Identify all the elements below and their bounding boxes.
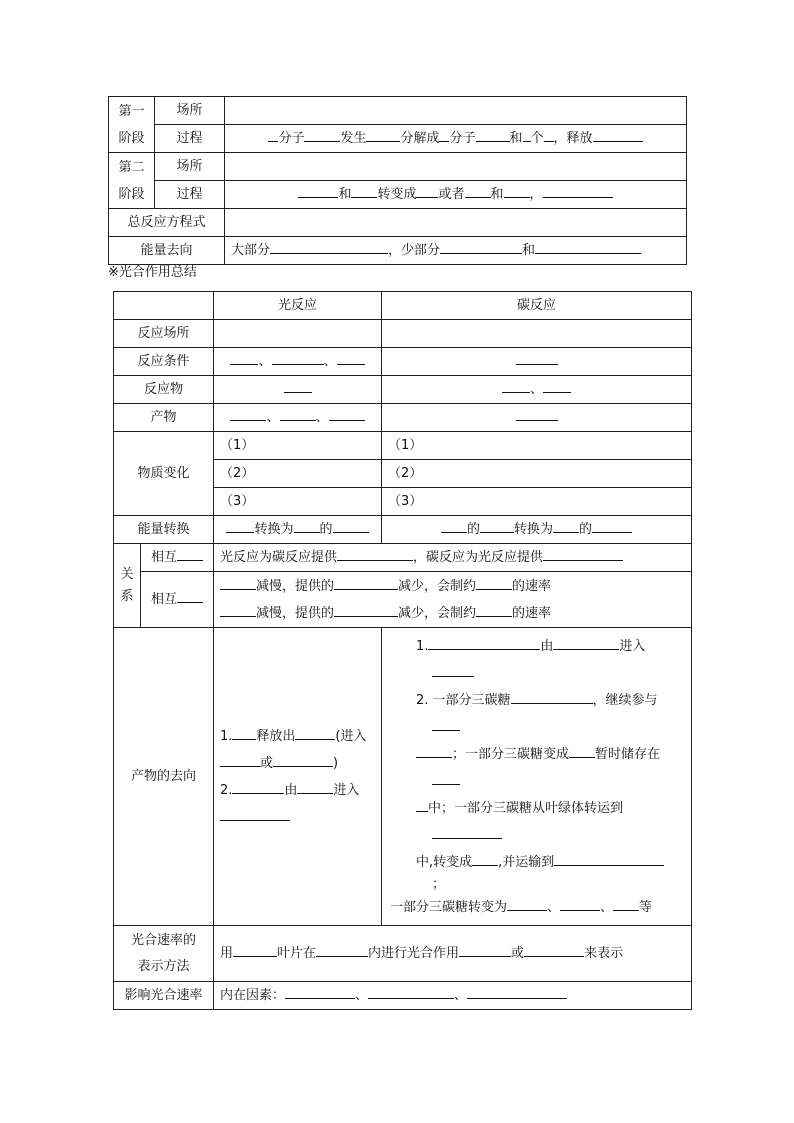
p: 减少，会制约	[398, 578, 477, 594]
energy-dark[interactable]	[382, 516, 692, 544]
stage2-label-b: 阶段	[118, 186, 145, 202]
stage1-site-label: 场所	[155, 97, 225, 125]
rate-method-a: 光合速率的	[130, 932, 196, 948]
conditions-light[interactable]	[214, 348, 382, 376]
reactants-dark[interactable]	[382, 376, 692, 404]
p: 转换为	[513, 522, 553, 537]
p: 中,转变成	[416, 854, 473, 870]
stage1-label	[109, 97, 155, 153]
p: 1.	[220, 728, 233, 744]
row-reactants: 反应物	[114, 376, 214, 404]
row-rate-method	[114, 926, 214, 982]
fate-dark-line-4b	[382, 822, 691, 849]
p: 或者	[438, 187, 465, 202]
photosynthesis-summary-table	[113, 291, 692, 1010]
relation-line-3	[220, 600, 685, 627]
sep: 、	[529, 382, 543, 397]
p: )	[333, 755, 339, 771]
p: 2. 一部分三碳糖	[416, 692, 511, 708]
p: 和	[490, 187, 504, 202]
p: 的	[319, 522, 333, 537]
p: 的	[466, 522, 480, 537]
conditions-dark[interactable]	[382, 348, 692, 376]
p: ,并运输到	[498, 854, 555, 870]
p: 相互	[150, 550, 177, 565]
p: 减少，会制约	[398, 605, 477, 621]
p: 转变成	[377, 187, 417, 202]
p: 内进行光合作用	[368, 946, 460, 961]
stage2-label-a: 第二	[118, 159, 145, 175]
stage1-site-value[interactable]	[225, 97, 687, 125]
fate-light[interactable]	[214, 628, 382, 926]
equation-value[interactable]	[225, 209, 687, 237]
row-energy-conv: 能量转换	[114, 516, 214, 544]
fate-dark-line-1	[382, 633, 691, 660]
stage1-label-b: 阶段	[118, 130, 145, 146]
p: 和	[522, 243, 536, 258]
p: 、	[547, 899, 561, 915]
relation-line-2	[220, 573, 685, 600]
fate-dark-line-5	[382, 849, 691, 876]
p: ，碳反应为光反应提供	[413, 550, 544, 565]
factors-value[interactable]	[214, 982, 692, 1010]
header-empty	[114, 292, 214, 320]
p: ；一部分三碳糖变成	[452, 746, 570, 762]
fate-light-line-1	[220, 723, 375, 750]
site-light[interactable]	[214, 320, 382, 348]
stage2-process-label: 过程	[155, 181, 225, 209]
sep: 、	[266, 410, 280, 425]
p: 或	[511, 946, 525, 961]
fate-dark-line-1b	[382, 660, 691, 687]
p: 由	[284, 782, 298, 798]
p: 释放出	[256, 728, 296, 744]
p: 进入	[619, 638, 646, 654]
p: 分子	[278, 131, 305, 146]
matter-dark-1[interactable]: （1）	[382, 432, 692, 460]
fate-dark-line-7	[382, 894, 691, 921]
p: 减慢，提供的	[256, 578, 335, 594]
row-matter-change: 物质变化	[114, 432, 214, 516]
p: ，少部分	[388, 243, 441, 258]
matter-dark-3[interactable]: （3）	[382, 488, 692, 516]
fate-dark-line-2	[382, 687, 691, 714]
matter-dark-2[interactable]: （2）	[382, 460, 692, 488]
row-site: 反应场所	[114, 320, 214, 348]
respiration-table	[108, 96, 687, 265]
p: 的速率	[512, 605, 552, 621]
p: 大部分	[231, 243, 271, 258]
p: 来表示	[584, 946, 624, 961]
reactants-light[interactable]	[214, 376, 382, 404]
stage2-label	[109, 153, 155, 209]
stage2-site-value[interactable]	[225, 153, 687, 181]
row-relation	[114, 544, 141, 628]
row-factors: 影响光合速率	[114, 982, 214, 1010]
p: 的速率	[512, 578, 552, 594]
stage1-label-a: 第一	[118, 103, 145, 119]
products-light[interactable]	[214, 404, 382, 432]
fate-light-line-3	[220, 777, 375, 804]
energy-label: 能量去向	[109, 237, 225, 265]
sep: 、	[323, 354, 337, 369]
p: 用	[220, 946, 234, 961]
p: 、	[600, 899, 614, 915]
matter-light-3[interactable]: （3）	[214, 488, 382, 516]
relation-char-2: 系	[120, 588, 134, 604]
p: 和	[509, 131, 523, 146]
equation-label: 总反应方程式	[109, 209, 225, 237]
p: 1.	[416, 638, 429, 654]
p: 个	[530, 131, 544, 146]
summary-note: ※光合作用总结	[108, 265, 197, 280]
p: 叶片在	[277, 946, 317, 961]
row-fate: 产物的去向	[114, 628, 214, 926]
site-dark[interactable]	[382, 320, 692, 348]
p: 进入	[333, 782, 360, 798]
p: 中；一部分三碳糖从叶绿体转运到	[428, 800, 624, 816]
p: 等	[639, 899, 653, 915]
matter-light-1[interactable]: （1）	[214, 432, 382, 460]
p: ，	[529, 187, 543, 202]
p: 、	[454, 988, 468, 1003]
sep: 、	[315, 410, 329, 425]
p: 内在因素：	[220, 988, 286, 1003]
p: (进入	[335, 728, 367, 744]
stage1-process-label: 过程	[155, 125, 225, 153]
fate-dark-line-3	[382, 741, 691, 768]
rate-method-b: 表示方法	[137, 958, 190, 974]
products-dark[interactable]	[382, 404, 692, 432]
p: 暂时储存在	[595, 746, 661, 762]
p: 或	[260, 755, 274, 771]
fate-dark-line-6: ；	[432, 876, 446, 892]
relation-char-1: 关	[120, 566, 134, 582]
p: 减慢，提供的	[256, 605, 335, 621]
energy-value[interactable]	[225, 237, 687, 265]
p: 发生	[340, 131, 367, 146]
sep: 、	[258, 354, 272, 369]
fate-dark-line-4	[382, 795, 691, 822]
fate-dark-line-2b	[382, 714, 691, 741]
stage2-site-label: 场所	[155, 153, 225, 181]
col-dark: 碳反应	[382, 292, 692, 320]
p: 分子	[449, 131, 476, 146]
col-light: 光反应	[214, 292, 382, 320]
p: 和	[338, 187, 352, 202]
row-conditions: 反应条件	[114, 348, 214, 376]
relation-lines-2[interactable]	[214, 572, 692, 628]
p: 由	[540, 638, 554, 654]
matter-light-2[interactable]: （2）	[214, 460, 382, 488]
fate-dark[interactable]	[382, 628, 692, 926]
rate-method-value[interactable]	[214, 926, 692, 982]
fate-light-line-4	[220, 804, 375, 831]
stage1-process-value[interactable]	[225, 125, 687, 153]
fate-dark-line-3b	[382, 768, 691, 795]
p: 2.	[220, 782, 233, 798]
p: 的	[579, 522, 593, 537]
p: 转换为	[254, 522, 294, 537]
p: 相互	[150, 592, 177, 607]
p: 、	[355, 988, 369, 1003]
p: ，继续参与	[592, 692, 658, 708]
fate-light-line-2	[220, 750, 375, 777]
p: 光反应为碳反应提供	[220, 550, 338, 565]
energy-light[interactable]	[214, 516, 382, 544]
p: 分解成	[400, 131, 440, 146]
stage2-process-value[interactable]	[225, 181, 687, 209]
p: ，释放	[553, 131, 593, 146]
row-products: 产物	[114, 404, 214, 432]
relation-mutual-2[interactable]	[141, 572, 214, 628]
relation-mutual-1[interactable]	[141, 544, 214, 572]
p: 一部分三碳糖转变为	[390, 899, 508, 915]
relation-line-1[interactable]	[214, 544, 692, 572]
